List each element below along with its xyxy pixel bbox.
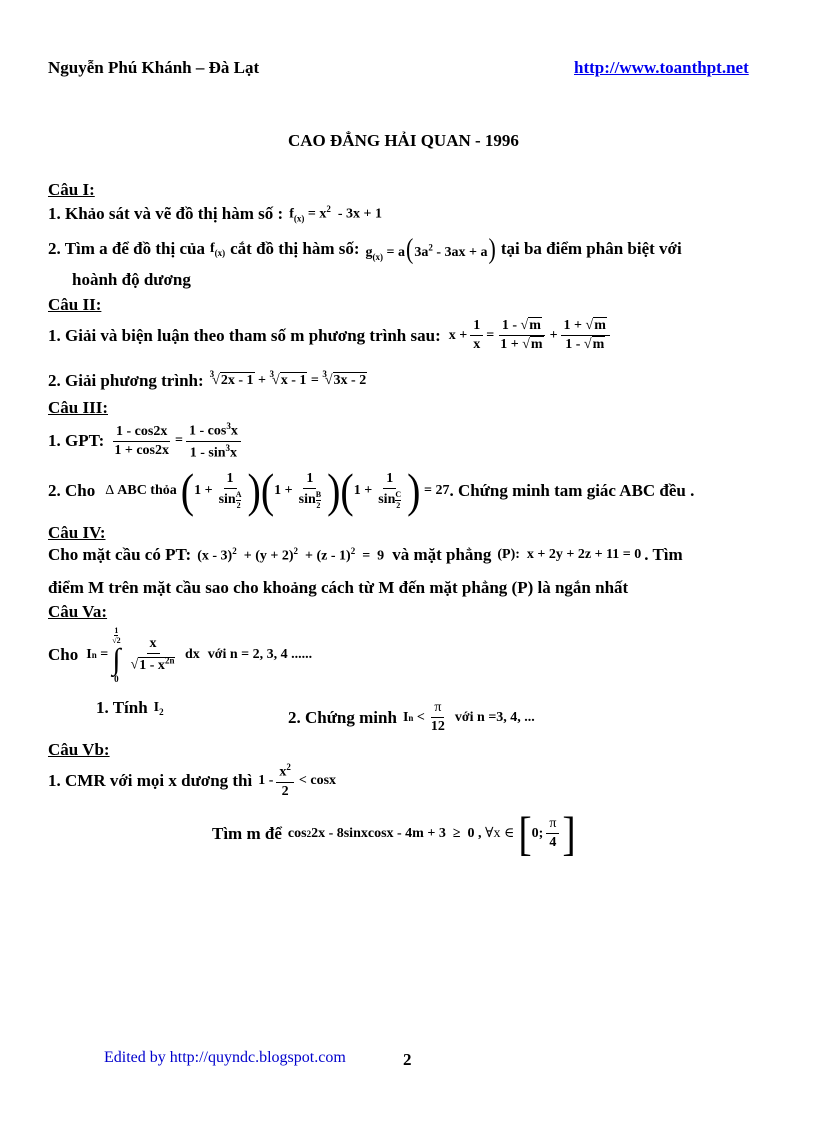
- page-title: CAO ĐẲNG HẢI QUAN - 1996: [288, 131, 519, 150]
- cau5a-task2-text: 2. Chứng minh: [288, 707, 397, 727]
- section-heading-cau-3: Câu III:: [48, 398, 108, 417]
- triangle-icon: Δ: [105, 482, 115, 498]
- cau1-item2-text-a: 2. Tìm a để đồ thị của: [48, 239, 205, 258]
- cau5a-intro-text: Cho: [48, 645, 79, 665]
- cau5a-task2-tail: với n =3, 4, ...: [454, 709, 535, 725]
- cau5a-range: với n = 2, 3, 4 ......: [207, 647, 313, 663]
- section-heading-cau-5a: Câu Va:: [48, 602, 108, 621]
- math-integral-definition: I n = $\frac{1}{√2}$ ∫ 0 $\frac{x}{√1 - x^{2n}}$ dx: [86, 626, 200, 685]
- author-name: Nguyễn Phú Khánh – Đà Lạt: [48, 58, 260, 77]
- math-f: $f_{(x)}$: [209, 240, 226, 258]
- math-trig-equation: $\frac{1 - \cos 2x}{1 + \cos 2x}$ = $\frac{1 - \cos^3x}{1 - \sin^3x}$: [108, 421, 243, 462]
- cau2-item1: [48, 318, 613, 353]
- math-sphere-equation: $(x - 3)^2 + (y + 2)^2 + (z - 1)^2 = 9$: [197, 545, 385, 564]
- cau1-item2-text-c: tại ba điểm phân biệt với: [500, 239, 682, 258]
- cau4-line1-text-c: . Tìm: [644, 545, 683, 564]
- cau5b-item1-text-b: < cosx: [298, 772, 337, 788]
- section-heading-cau-4: Câu IV:: [48, 523, 106, 542]
- cau1-item2-text-b: cắt đồ thị hàm số:: [230, 239, 360, 258]
- section-heading-cau-1: Câu I:: [48, 180, 95, 199]
- cau3-item2: [48, 463, 695, 518]
- cau5a-intro: [48, 626, 312, 684]
- cau1-item1: [48, 204, 382, 224]
- math-g-definition: $g_{(x)} = a(3a^2 - 3ax + a)$: [365, 232, 496, 265]
- section-heading-cau-2: Câu II:: [48, 295, 102, 314]
- page-number: 2: [403, 1050, 412, 1069]
- math-product-condition: ( 1 + 1 sin $\frac{A}{2}$ ) ( 1 + 1 sin $\frac{B}{2}$ ) ( 1 + 1 sin $\frac{C}{2}$ ) = 27: [180, 463, 450, 518]
- cau1-item2-continued: hoành độ dương: [72, 270, 191, 289]
- cau3-item2-text-a: 2. Cho: [48, 480, 96, 500]
- cau2-item2-text: 2. Giải phương trình:: [48, 371, 204, 390]
- footer-edited-by: Edited by http://quyndc.blogspot.com: [104, 1049, 346, 1066]
- cau5b-item2: [212, 806, 576, 861]
- math-equation-sqrt-m: x + $\frac{1}{x}$ = $\frac{1 - √m}{1 + √m}$ + $\frac{1 + √m}{1 - √m}$: [449, 318, 613, 353]
- cau4-line2: điểm M trên mặt cầu sao cho khoảng cách từ M đến mặt phẳng (P) là ngắn nhất: [48, 578, 629, 597]
- cau2-item2: [48, 371, 367, 391]
- cau1-item2: [48, 232, 682, 265]
- cau4-line1: [48, 545, 683, 565]
- math-cube-root-equation: $^3$√2x - 1 + $^3$√x - 1 = $^3$√3x - 2: [209, 369, 367, 388]
- cau1-item1-text: 1. Khảo sát và vẽ đồ thị hàm số :: [48, 204, 284, 223]
- math-inequality-cos: 1 - $\frac{x^2}{2}$: [258, 762, 297, 800]
- math-f-definition: $f_{(x)} = x^2 - 3x + 1$: [289, 204, 382, 224]
- cau4-line1-text-b: và mặt phẳng: [392, 545, 492, 564]
- math-plane-equation: (P): x + 2y + 2z + 11 = 0: [497, 547, 642, 562]
- section-heading-cau-5b: Câu Vb:: [48, 740, 110, 759]
- cau5b-item1-text-a: 1. CMR với mọi x dương thì: [48, 770, 253, 790]
- cau2-item1-text: 1. Giải và biện luận theo tham số m phương trình sau:: [48, 325, 441, 345]
- cau3-item1-text: 1. GPT:: [48, 431, 105, 451]
- cau3-item1: [48, 421, 244, 462]
- math-I2: $I_2$: [153, 699, 164, 717]
- cau5b-item1: [48, 762, 336, 800]
- website-link[interactable]: http://www.toanthpt.net: [574, 58, 749, 77]
- cau5a-task1-text: 1. Tính: [96, 698, 148, 717]
- cau4-line1-text-a: Cho mặt cầu có PT:: [48, 545, 192, 564]
- cau3-item2-text-c: . Chứng minh tam giác ABC đều .: [449, 480, 695, 500]
- cau5a-task2: [288, 700, 535, 735]
- cau5a-task1: [96, 698, 164, 718]
- math-param-inequality: cos 2 2x - 8sinxcosx - 4m + 3 ≥ 0 , ∀x ∈ [ 0; $\frac{\pi}{4}$ ]: [287, 806, 576, 861]
- cau5b-item2-text: Tìm m để: [212, 823, 282, 843]
- math-In-bound: I n < $\frac{\pi}{12}$: [402, 700, 445, 735]
- cau3-item2-text-b: ABC thỏa: [117, 482, 177, 498]
